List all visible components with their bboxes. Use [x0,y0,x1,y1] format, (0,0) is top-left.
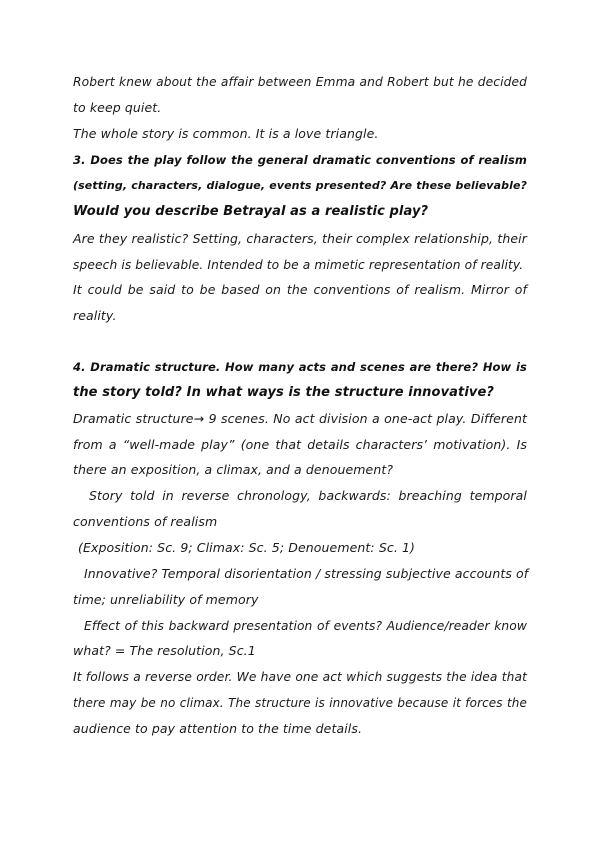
answer-4-line-10: what? = The resolution, Sc.1 [73,643,256,658]
answer-4-line-3: there an exposition, a climax, and a denouement? [73,462,394,477]
question-4-line-1: 4. Dramatic structure. How many acts and scenes are there? How is [73,360,527,374]
answer-4-line-11: It follows a reverse order. We have one act which suggests the idea that [73,670,527,684]
question-4-line-2: the story told? In what ways is the structure innovative? [73,385,495,400]
answer-2-line-2: to keep quiet. [73,100,162,115]
answer-4-line-4: Story told in reverse chronology, backwards: breaching temporal [89,488,527,503]
answer-3-line-2: speech is believable. Intended to be a mimetic representation of reality. [73,258,524,272]
answer-3-line-4: reality. [73,308,117,323]
answer-4-line-5: conventions of realism [73,514,218,529]
question-3-line-3: Would you describe Betrayal as a realistic play? [73,204,429,219]
answer-2-line-3: The whole story is common. It is a love triangle. [73,126,379,141]
answer-3-line-3: It could be said to be based on the conventions of realism. Mirror of [73,282,527,297]
answer-3-line-1: Are they realistic? Setting, characters, their complex relationship, their [73,231,527,246]
question-3-line-2: (setting, characters, dialogue, events presented? Are these believable? [73,179,527,192]
answer-4-line-6: (Exposition: Sc. 9; Climax: Sc. 5; Denouement: Sc. 1) [78,540,416,555]
answer-4-line-1: Dramatic structure→ 9 scenes. No act division a one-act play. Different [73,411,527,426]
answer-4-line-9: Effect of this backward presentation of events? Audience/reader know [84,619,527,633]
answer-4-line-12: there may be no climax. The structure is innovative because it forces the [73,696,527,710]
answer-4-line-2: from a “well-made play” (one that details characters’ motivation). Is [73,437,527,452]
answer-2-line-1: Robert knew about the affair between Emma and Robert but he decided [73,75,527,89]
question-3-line-1: 3. Does the play follow the general dramatic conventions of realism [73,153,527,167]
answer-4-line-13: audience to pay attention to the time details. [73,721,363,736]
answer-4-line-8: time; unreliability of memory [73,592,259,607]
answer-4-line-7: Innovative? Temporal disorientation / stressing subjective accounts of [84,566,529,581]
